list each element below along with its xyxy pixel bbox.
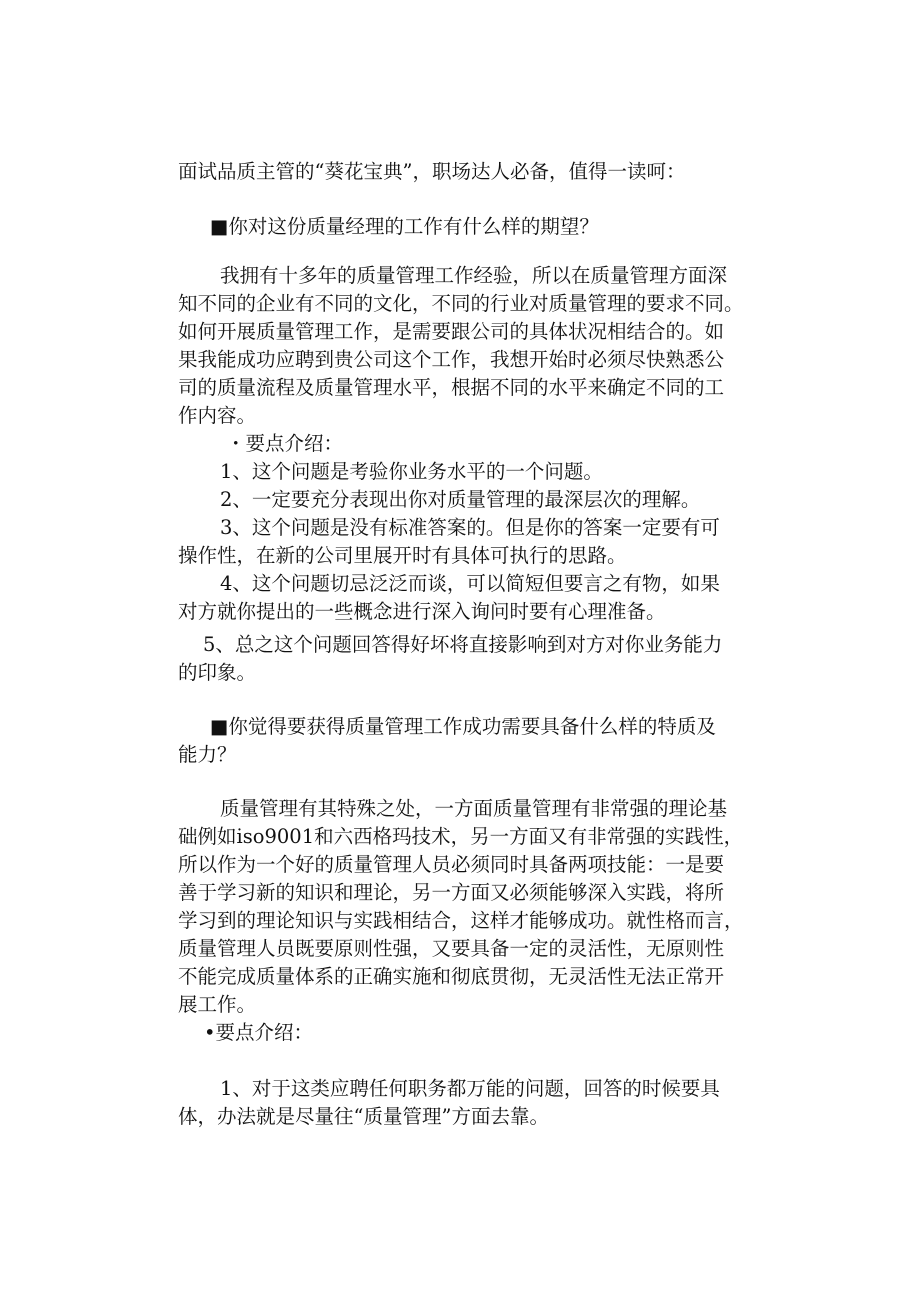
answer-1-line: 果我能成功应聘到贵公司这个工作，我想开始时必须尽快熟悉公 <box>178 348 725 371</box>
key-point-2: 2、一定要充分表现出你对质量管理的最深层次的理解。 <box>220 488 701 511</box>
answer-2-line: 学习到的理论知识与实践相结合，这样才能够成功。就性格而言， <box>178 909 744 932</box>
key-point-4: 4、这个问题切忌泛泛而谈，可以简短但要言之有物，如果 <box>220 572 720 595</box>
answer-2-line: 所以作为一个好的质量管理人员必须同时具备两项技能：一是要 <box>178 853 725 876</box>
key-point-2-1-cont: 体，办法就是尽量往“质量管理”方面去靠。 <box>178 1105 549 1128</box>
key-points-label-2: •要点介绍： <box>204 1021 314 1044</box>
answer-2-line: 质量管理人员既要原则性强，又要具备一定的灵活性，无原则性 <box>178 937 725 960</box>
key-point-3-cont: 操作性，在新的公司里展开时有具体可执行的思路。 <box>178 544 627 567</box>
key-point-4-cont: 对方就你提出的一些概念进行深入询问时要有心理准备。 <box>178 600 666 623</box>
answer-1-line: 我拥有十多年的质量管理工作经验，所以在质量管理方面深 <box>220 264 728 287</box>
key-points-label-1: ・要点介绍： <box>226 432 344 455</box>
key-point-5-cont: 的印象。 <box>178 661 257 684</box>
question-2-heading: ■你觉得要获得质量管理工作成功需要具备什么样的特质及 <box>210 715 716 738</box>
answer-2-line: 善于学习新的知识和理论，另一方面又必须能够深入实践，将所 <box>178 881 725 904</box>
answer-2-line: 不能完成质量体系的正确实施和彻底贯彻，无灵活性无法正常开 <box>178 965 725 988</box>
answer-1-line: 作内容。 <box>178 404 257 427</box>
key-point-5: 5、总之这个问题回答得好坏将直接影响到对方对你业务能力 <box>203 633 723 656</box>
answer-2-line: 础例如iso9001和六西格玛技术，另一方面又有非常强的实践性， <box>178 825 744 848</box>
key-point-2-1: 1、对于这类应聘任何职务都万能的问题，回答的时候要具 <box>220 1077 720 1100</box>
question-1-heading: ■你对这份质量经理的工作有什么样的期望？ <box>210 215 599 238</box>
question-2-heading-cont: 能力？ <box>178 743 237 766</box>
key-point-1: 1、这个问题是考验你业务水平的一个问题。 <box>220 460 603 483</box>
answer-2-line: 展工作。 <box>178 993 257 1016</box>
intro-line: 面试品质主管的“葵花宝典”，职场达人必备，值得一读呵： <box>178 160 686 183</box>
key-point-3: 3、这个问题是没有标准答案的。但是你的答案一定要有可 <box>220 516 720 539</box>
answer-1-line: 如何开展质量管理工作，是需要跟公司的具体状况相结合的。如 <box>178 320 725 343</box>
answer-1-line: 司的质量流程及质量管理水平，根据不同的水平来确定不同的工 <box>178 376 725 399</box>
answer-2-line: 质量管理有其特殊之处，一方面质量管理有非常强的理论基 <box>220 797 728 820</box>
answer-1-line: 知不同的企业有不同的文化，不同的行业对质量管理的要求不同。 <box>178 292 744 315</box>
